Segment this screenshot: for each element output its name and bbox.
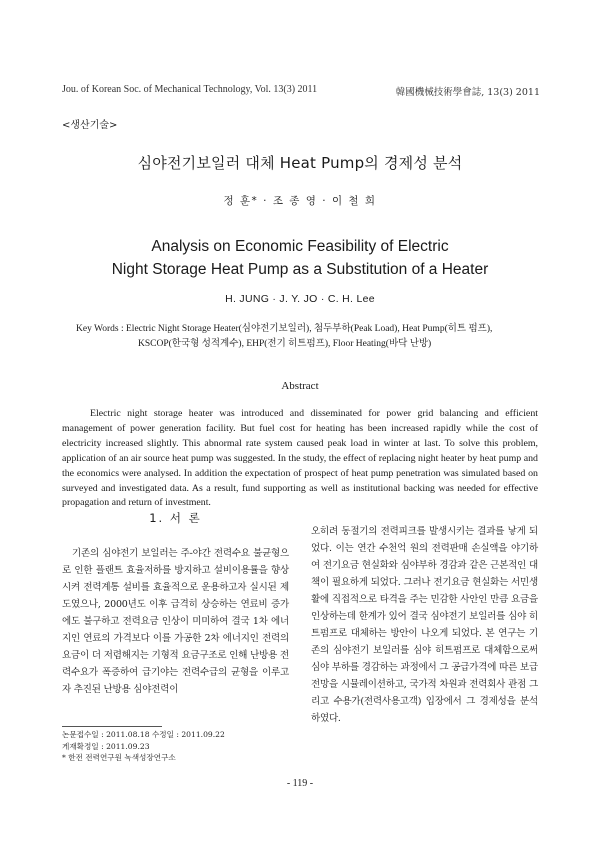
authors-english: H. JUNG · J. Y. JO · C. H. Lee (225, 293, 375, 305)
left-column (62, 510, 289, 698)
keywords-label: Key Words : (76, 324, 124, 334)
keywords-line2: KSCOP(한국형 성적계수), EHP(전기 히트펌프), Floor Heating(바닥 난방) (138, 339, 432, 349)
keywords-block (76, 322, 546, 352)
page-number: - 119 - (286, 778, 314, 789)
paper-title-english (0, 235, 600, 281)
journal-header-english: Jou. of Korean Soc. of Mechanical Technology, Vol. 13(3) 2011 (62, 84, 318, 95)
introduction-paragraph-left: 기존의 심야전기 보일러는 주-야간 전력수요 불균형으로 인한 플랜트 효율저하를 방지하고 설비이용률을 향상시켜 전력계통 설비를 효율적으로 운용하고자 실시된 제도였으나, 2000년도 이후 급격히 상승하는 연료비 증가에도 불구하고 전력요금 인상이 미미하여 결국 1차 에너지인 연료의 가격보다 이를 가공한 2차 에너지인 전력의 요금이 더 저렴해지는 기형적 요금구조로 인해 난방용 전력수요가 폭증하여 급기야는 전력수급의 균형을 이루고자 추진된 난방용 심야전력이 (62, 548, 289, 695)
footnote-affiliation: * 한전 전력연구원 녹색성장연구소 (62, 753, 176, 762)
abstract-text: Electric night storage heater was introduced and disseminated for power grid balancing and efficient management of power generation facility. But fuel cost for heating has been increased rapidly while the cost of electricity increased slightly. This abnormal rate system caused peak load in winter at last. To solve this problem, application of an air source heat pump was suggested. In the study, the effect of replacing night heater by heat pump and the economics were analysed. In addition the expectation of prospect of heat pump penetration was simulated based on surveyed and investigated data. As a result, fund supporting as well as institutional backing was needed for effective propagation and return of investment. (62, 408, 538, 509)
abstract-heading: Abstract (281, 380, 319, 392)
journal-header-korean: 韓國機械技術學會誌, 13(3) 2011 (395, 87, 540, 98)
footnote-accepted-date: 게재확정일 : 2011.09.23 (62, 741, 150, 751)
introduction-heading: 1. 서 론 (149, 511, 202, 525)
paper-title-korean: 심야전기보일러 대체 Heat Pump의 경제성 분석 (137, 154, 463, 172)
footnote-divider (62, 726, 162, 727)
footnote-received-date: 논문접수일 : 2011.08.18 수정일 : 2011.09.22 (62, 730, 225, 739)
section-category-tag: <생산기술> (62, 120, 118, 131)
paper-title-english-line2: Night Storage Heat Pump as a Substitution of a Heater (111, 261, 489, 278)
introduction-paragraph-right: 오히려 동절기의 전력피크를 발생시키는 결과를 낳게 되었다. 이는 연간 수천억 원의 전력판매 손실액을 야기하여 전기요금 현실화와 심야부하 경감과 같은 근본적인 대책이 필요하게 되었다. 그러나 전기요금 현실화는 서민생활에 직접적으로 타격을 주는 민감한 사안인 만큼 요금을 인상하는데 한계가 있어 결국 심야전기 보일러를 심야 히트펌프로 대체하는 방안이 나오게 되었다. 본 연구는 기존의 심야전기 보일러를 심야 히트펌프로 대체함으로써 심야 부하를 경감하는 과정에서 그 공급가격에 따른 보급 전망을 시뮬레이션하고, 국가적 차원과 전력회사 관점 그리고 수용가(전력사용고객) 입장에서 그 경제성을 분석하였다. (311, 526, 538, 724)
authors-korean: 정 훈* · 조 종 영 · 이 철 희 (223, 195, 377, 207)
footnotes (62, 729, 292, 764)
keywords-line1: Electric Night Storage Heater(심야전기보일러), 첨두부하(Peak Load), Heat Pump(히트 펌프), (126, 324, 493, 334)
right-column (311, 523, 538, 727)
paper-title-english-line1: Analysis on Economic Feasibility of Electric (151, 238, 449, 255)
